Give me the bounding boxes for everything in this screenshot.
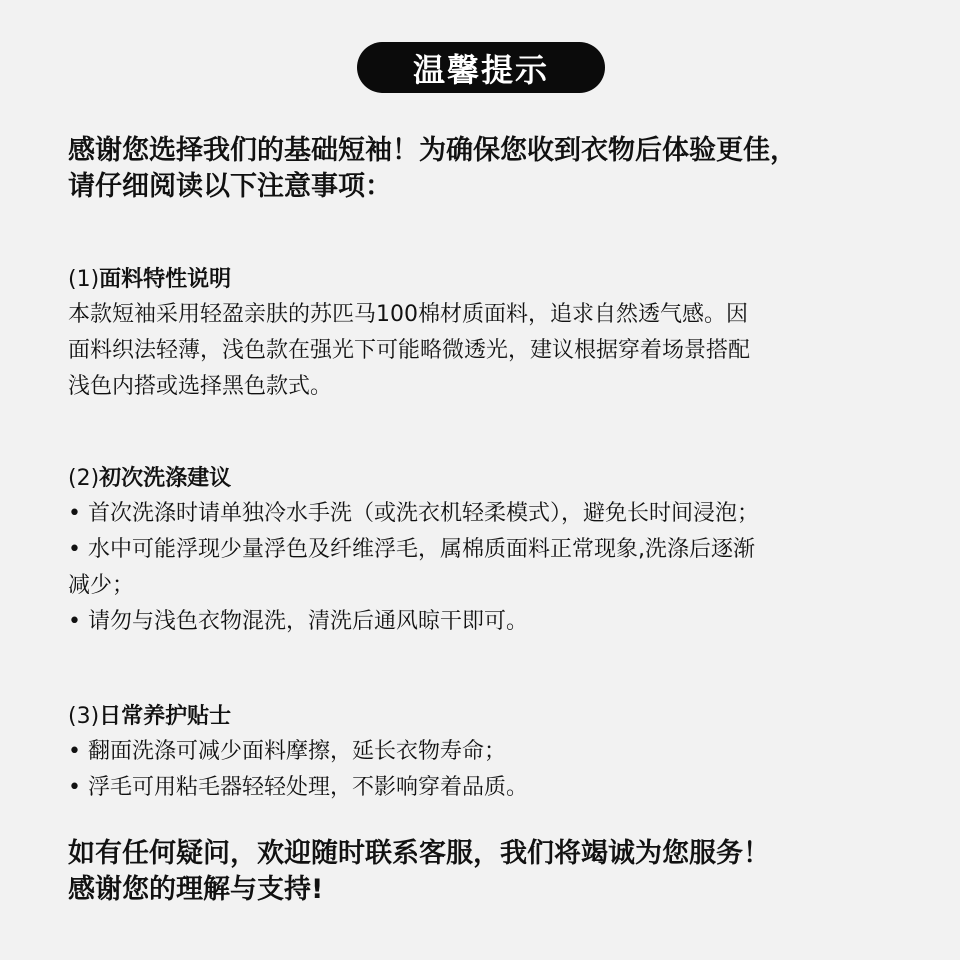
section-number: (2) bbox=[68, 466, 100, 491]
page-title bbox=[357, 42, 605, 93]
section-heading bbox=[68, 700, 928, 734]
section-heading bbox=[68, 462, 928, 496]
bullet-item: • 请勿与浅色衣物混洗，清洗后通风晾干即可。 bbox=[68, 609, 528, 634]
intro-text bbox=[68, 133, 928, 205]
section-line: 浅色内搭或选择黑色款式。 bbox=[68, 374, 333, 399]
bullet-item: • 翻面洗涤可减少面料摩擦，延长衣物寿命； bbox=[68, 739, 506, 764]
section-heading bbox=[68, 263, 928, 297]
section-heading-text: 日常养护贴士 bbox=[99, 704, 232, 729]
section-first-wash bbox=[68, 462, 928, 640]
closing-line: 如有任何疑问，欢迎随时联系客服，我们将竭诚为您服务！ bbox=[68, 838, 770, 869]
section-number: (3) bbox=[68, 704, 100, 729]
bullet-item: • 浮毛可用粘毛器轻轻处理，不影响穿着品质。 bbox=[68, 775, 528, 800]
closing-text bbox=[68, 836, 928, 908]
section-daily-care bbox=[68, 700, 928, 806]
section-number: (1) bbox=[68, 267, 100, 292]
section-fabric-properties bbox=[68, 263, 928, 405]
bullet-item-continuation: 减少； bbox=[68, 573, 135, 598]
page-title-text: 温馨提示 bbox=[412, 50, 549, 89]
section-heading-text: 面料特性说明 bbox=[99, 267, 232, 292]
section-line: 本款短袖采用轻盈亲肤的苏匹马100棉材质面料，追求自然透气感。因 bbox=[68, 302, 748, 327]
bullet-item: • 首次洗涤时请单独冷水手洗（或洗衣机轻柔模式），避免长时间浸泡； bbox=[68, 501, 759, 526]
section-line: 面料织法轻薄，浅色款在强光下可能略微透光，建议根据穿着场景搭配 bbox=[68, 338, 751, 363]
section-heading-text: 初次洗涤建议 bbox=[99, 466, 232, 491]
closing-line: 感谢您的理解与支持! bbox=[68, 874, 324, 905]
bullet-item: • 水中可能浮现少量浮色及纤维浮毛，属棉质面料正常现象,洗涤后逐渐 bbox=[68, 537, 755, 562]
intro-line: 请仔细阅读以下注意事项： bbox=[68, 171, 392, 202]
intro-line: 感谢您选择我们的基础短袖！为确保您收到衣物后体验更佳， bbox=[68, 135, 797, 166]
